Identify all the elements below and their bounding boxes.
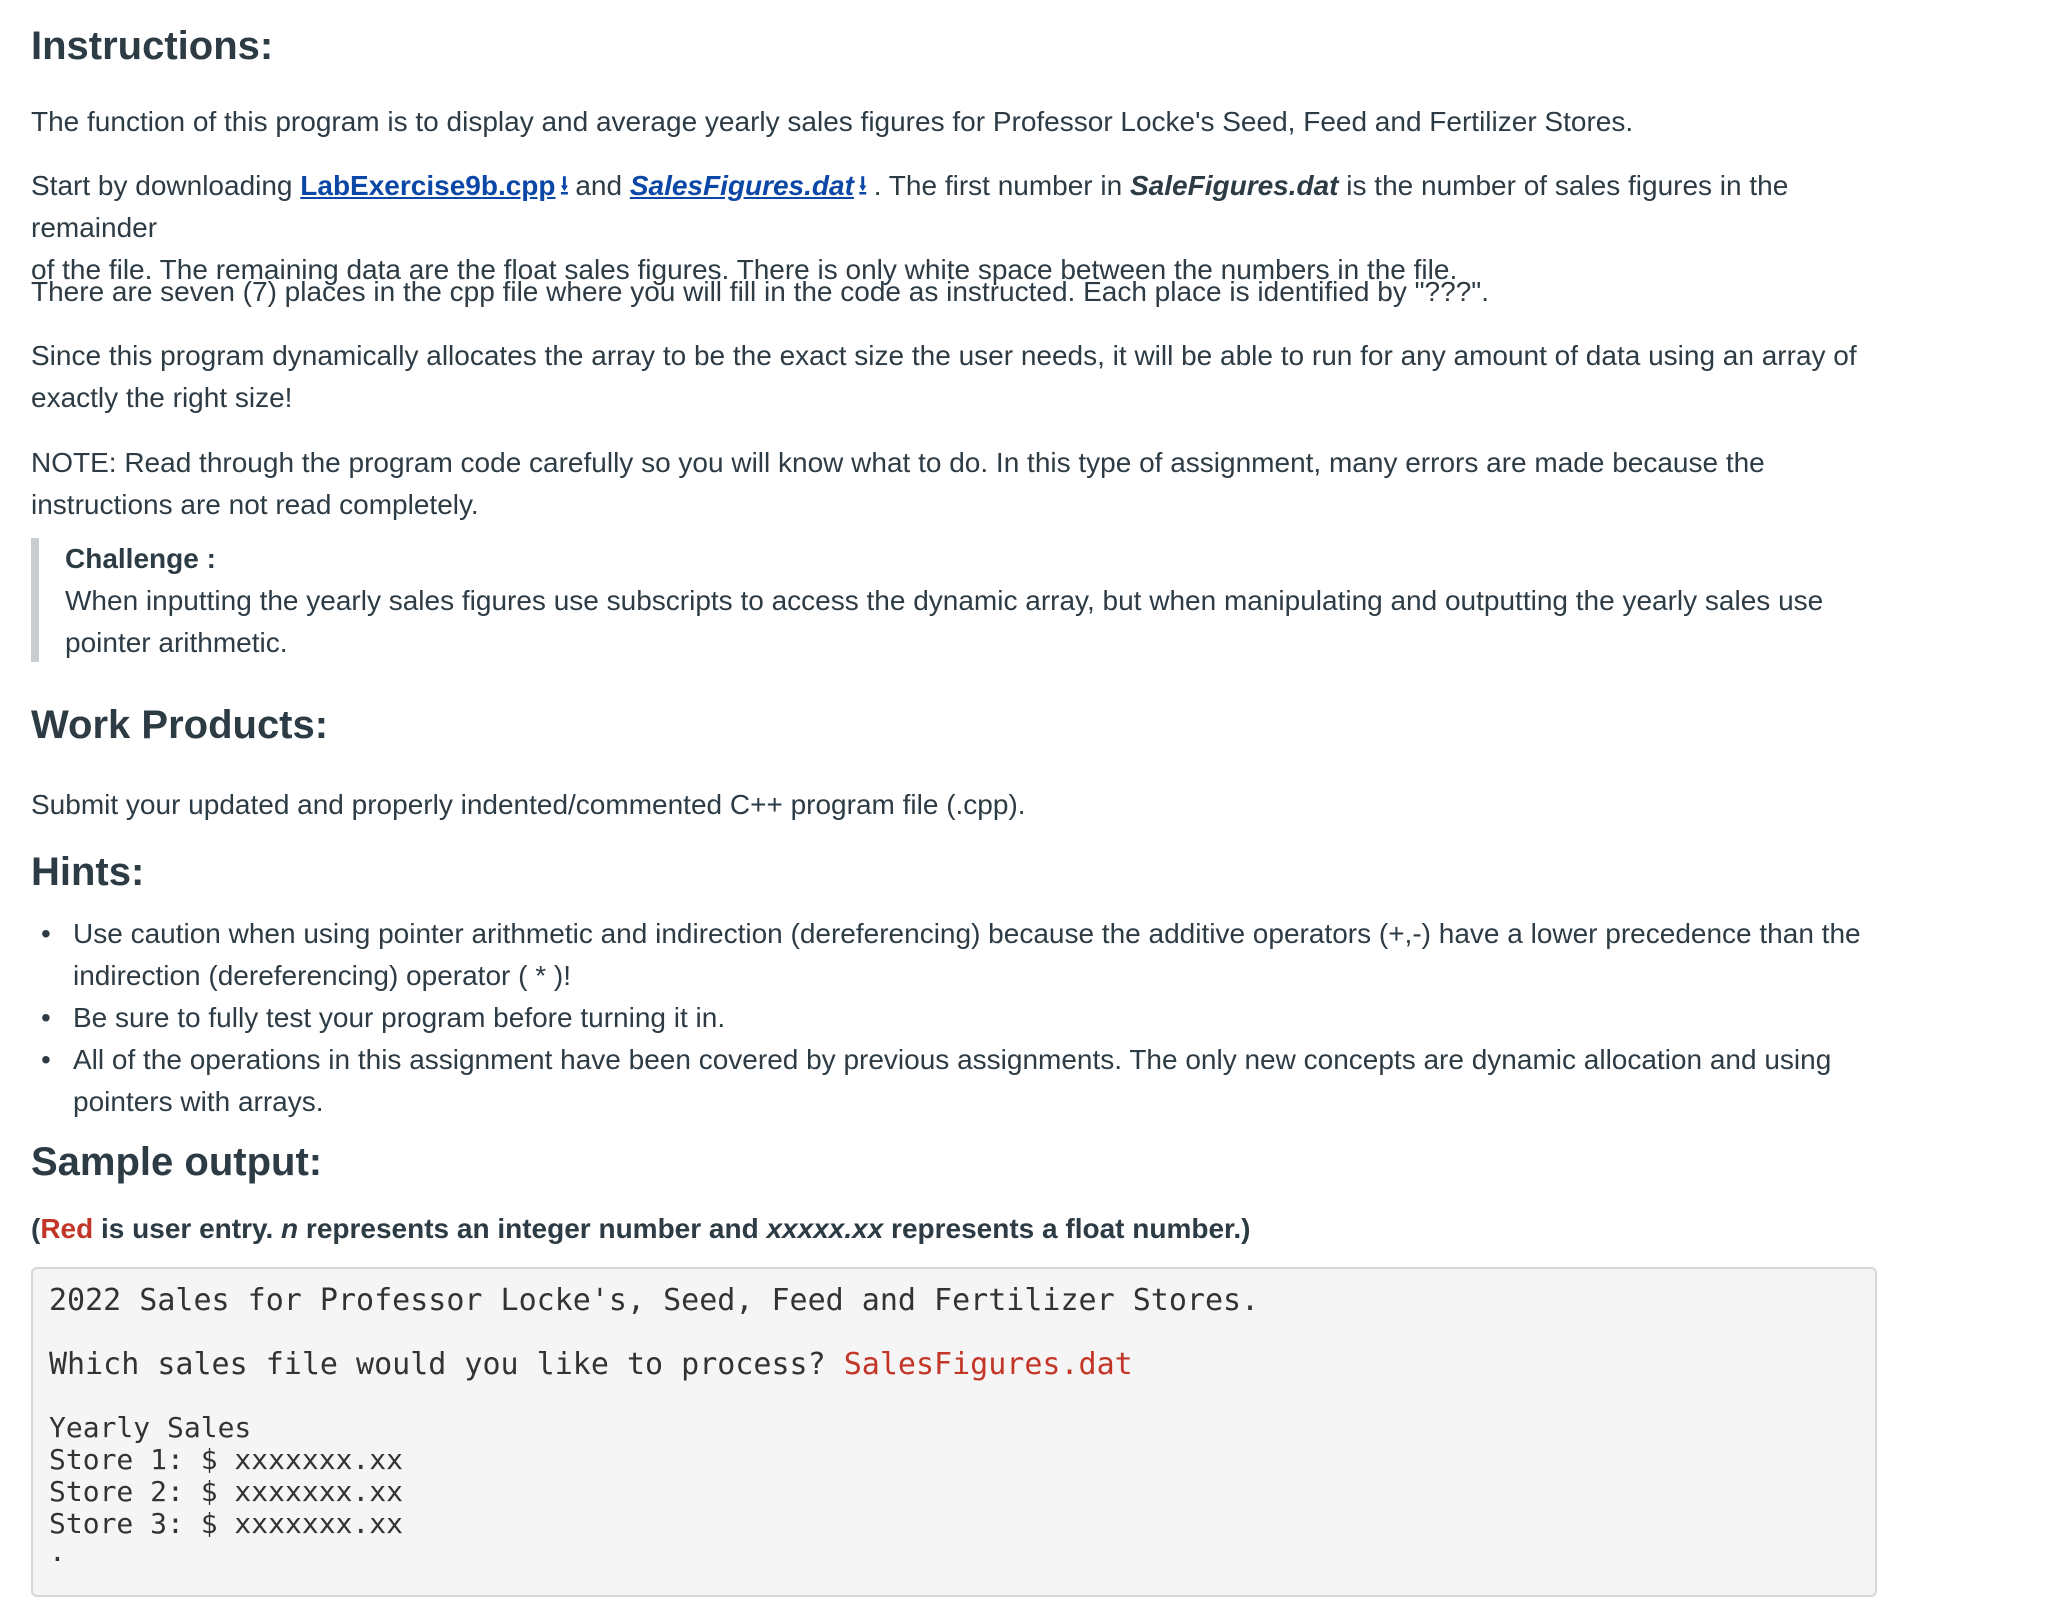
sample-output-codeblock: [31, 1267, 1877, 1597]
places-paragraph: There are seven (7) places in the cpp file where you will fill in the code as instructed. Each place is identified by "???".: [31, 276, 1489, 307]
hint-line: Be sure to fully test your program before turning it in.: [73, 1002, 726, 1033]
work-products-text: Submit your updated and properly indented/commented C++ program file (.cpp).: [31, 789, 1026, 820]
salesfigures-download-link[interactable]: SalesFigures.dat: [629, 170, 854, 201]
hints-heading: Hints:: [31, 850, 145, 894]
labexercise-download-link[interactable]: LabExercise9b.cpp: [300, 170, 556, 201]
code-line-yearly: Yearly Sales: [49, 1411, 252, 1444]
hint-line: All of the operations in this assignment have been covered by previous assignments. The only new concepts are dynamic allocation and using: [73, 1044, 1832, 1075]
legend-b: represents an integer number and: [298, 1213, 767, 1244]
hints-list: [31, 913, 1881, 1123]
code-line-prompt: [49, 1347, 1133, 1382]
legend-open: (: [31, 1213, 41, 1244]
code-line-store1: Store 1: $ xxxxxxx.xx: [49, 1443, 404, 1476]
legend-red: Red: [40, 1213, 94, 1244]
list-item: [31, 997, 1881, 1039]
salefigures-filename: SaleFigures.dat: [1130, 170, 1339, 201]
instructions-heading: Instructions:: [31, 24, 274, 68]
note-line2: instructions are not read completely.: [31, 489, 479, 520]
challenge-blockquote: [31, 538, 1871, 662]
legend-c: represents a float number.): [883, 1213, 1251, 1244]
download-text-line2: of the file. The remaining data are the float sales figures. There is only white space between the numbers in the file.: [31, 254, 1458, 285]
sample-legend: [31, 1208, 1251, 1250]
list-item: [31, 913, 1881, 997]
challenge-title: Challenge :: [65, 543, 216, 574]
note-paragraph: [31, 442, 1765, 526]
download-icon[interactable]: ⭳: [857, 170, 868, 201]
challenge-body: [65, 580, 1871, 664]
list-item: [31, 1039, 1881, 1123]
dynamic-paragraph: [31, 335, 1857, 419]
download-text-start: Start by downloading: [31, 170, 301, 201]
and-text: and: [575, 170, 630, 201]
legend-x: xxxxx.xx: [766, 1213, 884, 1244]
download-text-mid: . The first number in: [873, 170, 1130, 201]
dynamic-line1: Since this program dynamically allocates the array to be the exact size the user needs, it will be able to run for any amount of data using an array of: [31, 340, 1857, 371]
challenge-line1: When inputting the yearly sales figures use subscripts to access the dynamic array, but when manipulating and outputting the yearly sales use: [65, 585, 1824, 616]
code-line-dot: .: [49, 1535, 66, 1568]
code-line-store2: Store 2: $ xxxxxxx.xx: [49, 1475, 404, 1508]
user-input: SalesFigures.dat: [843, 1347, 1133, 1382]
legend-n: n: [281, 1213, 299, 1244]
prompt-text: Which sales file would you like to process?: [49, 1347, 844, 1382]
hint-line: Use caution when using pointer arithmetic and indirection (dereferencing) because the additive operators (+,-) have a lower precedence than the: [73, 918, 1861, 949]
download-text-end: is the number of sales figures in the remainder: [31, 170, 1789, 243]
bullet-icon: •: [41, 1002, 51, 1033]
work-products-heading: Work Products:: [31, 703, 329, 747]
sample-output-heading: Sample output:: [31, 1140, 323, 1184]
bullet-icon: •: [41, 1044, 51, 1075]
download-icon[interactable]: ⭳: [559, 170, 570, 201]
code-line-title: 2022 Sales for Professor Locke's, Seed, Feed and Fertilizer Stores.: [49, 1283, 1260, 1318]
challenge-line2: pointer arithmetic.: [65, 627, 288, 658]
legend-a: is user entry.: [93, 1213, 282, 1244]
dynamic-line2: exactly the right size!: [31, 382, 293, 413]
code-line-store3: Store 3: $ xxxxxxx.xx: [49, 1507, 404, 1540]
bullet-icon: •: [41, 918, 51, 949]
hint-line: indirection (dereferencing) operator ( * )!: [73, 960, 572, 991]
hint-line: pointers with arrays.: [73, 1086, 324, 1117]
note-line1: NOTE: Read through the program code carefully so you will know what to do. In this type of assignment, many errors are made because the: [31, 447, 1765, 478]
intro-paragraph: The function of this program is to display and average yearly sales figures for Professor Locke's Seed, Feed and Fertilizer Stores.: [31, 106, 1634, 137]
